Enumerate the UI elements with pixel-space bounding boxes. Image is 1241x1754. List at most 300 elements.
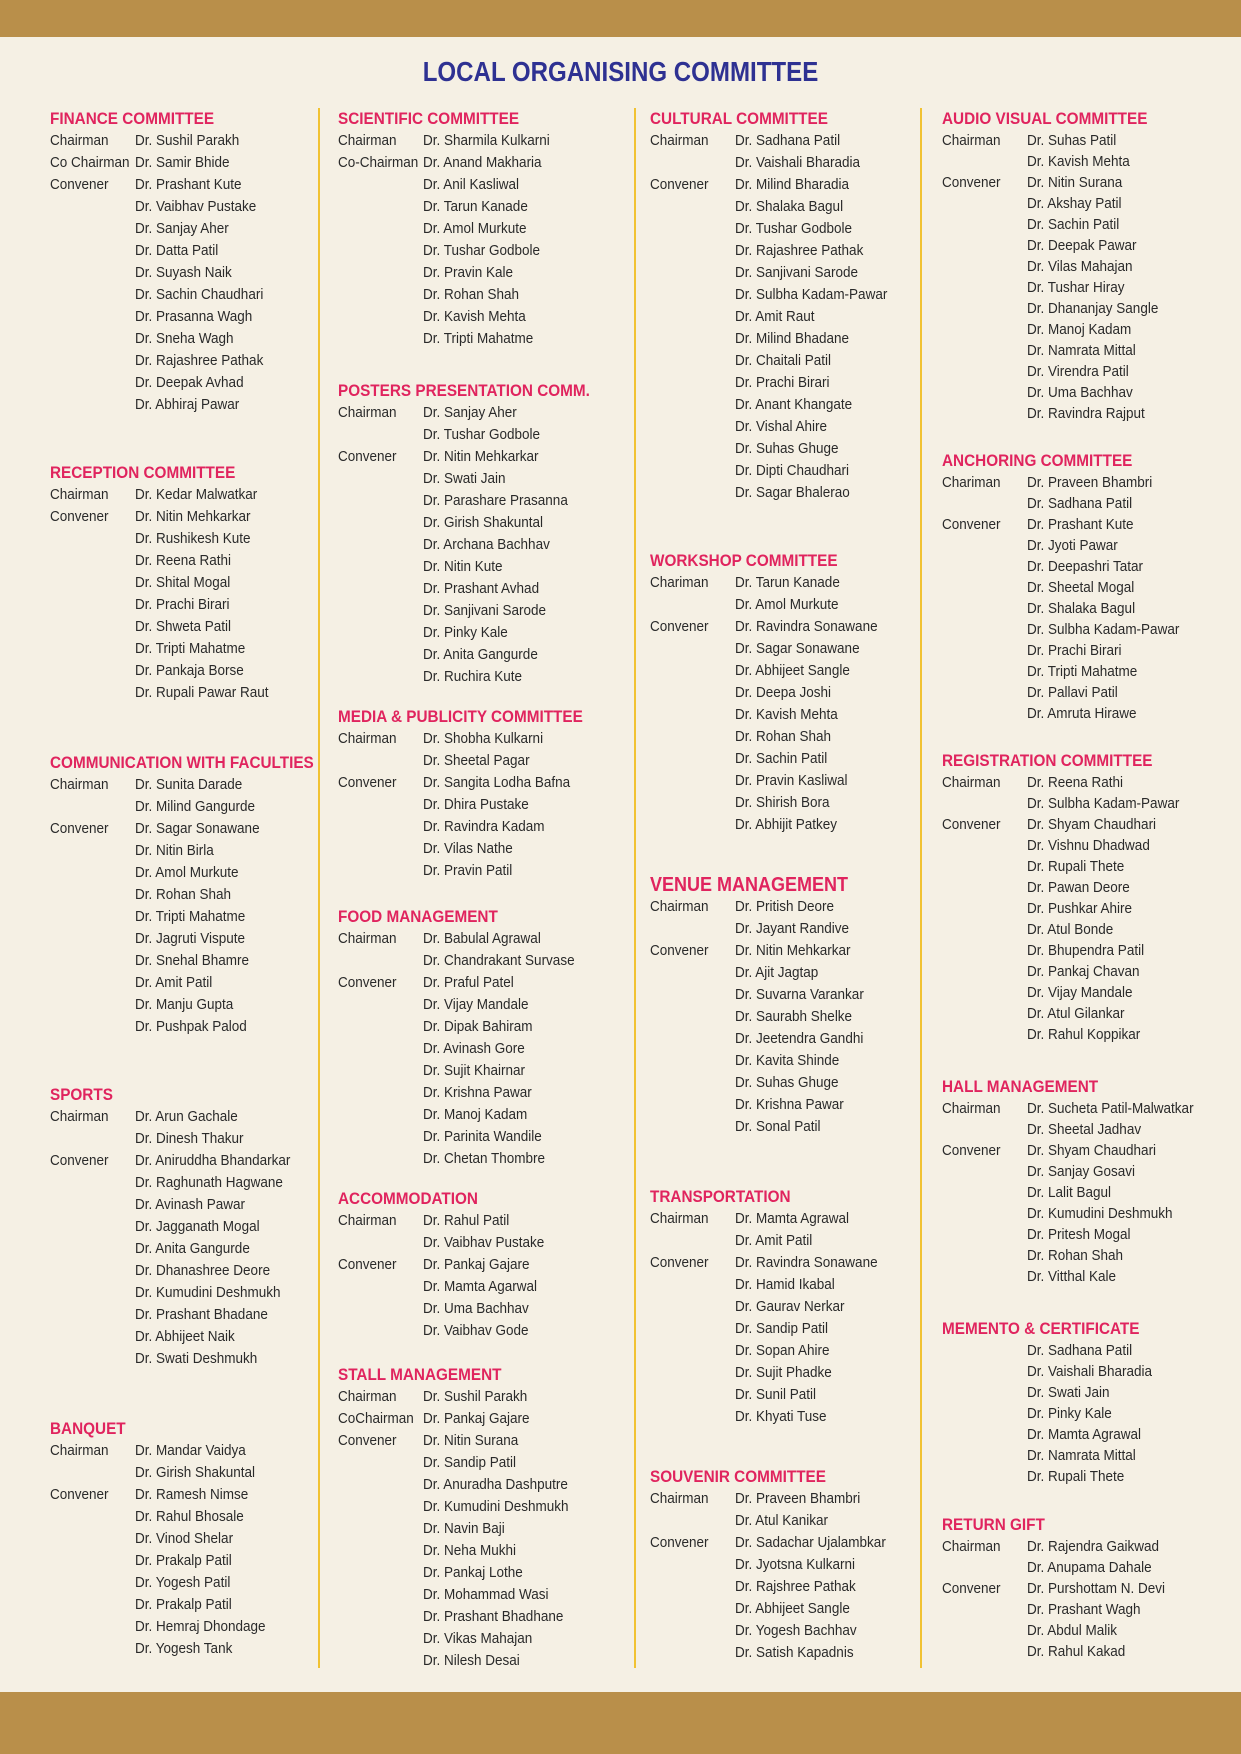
member-name: Dr. Shyam Chaudhari bbox=[1027, 816, 1157, 833]
member-row bbox=[650, 1642, 854, 1664]
member-name: Dr. Tripti Mahatme bbox=[135, 640, 246, 657]
member-name: Dr. Sanjay Aher bbox=[423, 404, 517, 421]
committee-title: VENUE MANAGEMENT bbox=[650, 874, 849, 896]
member-row bbox=[650, 196, 848, 218]
member-name: Dr. Pankaj Gajare bbox=[423, 1410, 530, 1427]
member-row bbox=[50, 774, 343, 796]
member-row bbox=[650, 174, 848, 196]
member-name: Dr. Arun Gachale bbox=[135, 1108, 238, 1125]
member-name: Dr. Vaibhav Pustake bbox=[135, 198, 257, 215]
member-role: Chairman bbox=[338, 730, 397, 747]
member-row bbox=[50, 572, 256, 594]
member-role: Convener bbox=[338, 774, 397, 791]
member-row bbox=[650, 1296, 845, 1318]
member-name: Dr. Sulbha Kadam-Pawar bbox=[1027, 621, 1180, 638]
member-row bbox=[942, 472, 1154, 493]
member-name: Dr. Vaishali Bharadia bbox=[735, 154, 861, 171]
member-row bbox=[338, 402, 618, 424]
member-role: Chairman bbox=[50, 486, 109, 503]
member-row bbox=[338, 1210, 510, 1232]
member-name: Dr. Ravindra Sonawane bbox=[735, 1254, 878, 1271]
member-row bbox=[50, 1150, 291, 1172]
member-role: Chariman bbox=[942, 474, 1001, 491]
member-row bbox=[50, 994, 343, 1016]
member-row bbox=[50, 240, 232, 262]
member-row bbox=[942, 1382, 1161, 1403]
member-row bbox=[50, 1172, 283, 1194]
member-name: Dr. Nitin Surana bbox=[423, 1432, 519, 1449]
member-name: Dr. Kavish Mehta bbox=[423, 308, 526, 325]
member-name: Dr. Dipak Bahiram bbox=[423, 1018, 533, 1035]
member-name: Dr. Prashant Bhadane bbox=[135, 1306, 268, 1323]
member-name: Dr. Atul Gilankar bbox=[1027, 1005, 1125, 1022]
committee-section bbox=[650, 1186, 878, 1428]
member-name: Dr. Prakalp Patil bbox=[135, 1596, 232, 1613]
member-name: Dr. Krishna Pawar bbox=[423, 1084, 532, 1101]
member-row bbox=[650, 660, 858, 682]
member-name: Dr. Amol Murkute bbox=[135, 864, 239, 881]
member-row bbox=[338, 152, 542, 174]
member-row bbox=[338, 196, 539, 218]
member-name: Dr. Ruchira Kute bbox=[423, 668, 523, 685]
member-row bbox=[50, 262, 232, 284]
member-name: Dr. Tushar Hiray bbox=[1027, 279, 1125, 296]
member-row bbox=[942, 1224, 1131, 1245]
member-name: Dr. Rupali Thete bbox=[1027, 858, 1125, 875]
committee-title: SPORTS bbox=[50, 1085, 113, 1104]
member-name: Dr. Rohan Shah bbox=[423, 286, 520, 303]
member-row bbox=[338, 512, 618, 534]
member-row bbox=[50, 130, 240, 152]
committee-section bbox=[942, 1076, 1194, 1287]
member-name: Dr. Vaibhav Pustake bbox=[423, 1234, 545, 1251]
member-name: Dr. Manoj Kadam bbox=[423, 1106, 528, 1123]
member-row bbox=[50, 796, 343, 818]
member-row bbox=[942, 772, 1176, 793]
member-row bbox=[338, 1430, 520, 1452]
member-row bbox=[50, 306, 253, 328]
member-name: Dr. Atul Kanikar bbox=[735, 1512, 829, 1529]
member-row bbox=[942, 1557, 1152, 1578]
member-name: Dr. Sangita Lodha Bafna bbox=[423, 774, 571, 791]
member-role: Convener bbox=[50, 820, 109, 837]
member-row bbox=[942, 403, 1170, 424]
member-row bbox=[942, 877, 1176, 898]
member-row bbox=[942, 577, 1154, 598]
member-name: Dr. Sopan Ahire bbox=[735, 1342, 830, 1359]
member-row bbox=[942, 1161, 1136, 1182]
member-name: Dr. Suvarna Varankar bbox=[735, 986, 864, 1003]
member-name: Dr. Yogesh Patil bbox=[135, 1574, 231, 1591]
member-role: Convener bbox=[338, 448, 397, 465]
member-name: Dr. Kedar Malwatkar bbox=[135, 486, 258, 503]
member-row bbox=[338, 644, 618, 666]
member-row bbox=[942, 193, 1170, 214]
member-row bbox=[50, 1594, 232, 1616]
member-name: Dr. Rajashree Pathak bbox=[735, 242, 864, 259]
committee-title: COMMUNICATION WITH FACULTIES bbox=[50, 753, 314, 772]
member-row bbox=[650, 1072, 870, 1094]
member-row bbox=[942, 298, 1170, 319]
member-role: Chairman bbox=[650, 1210, 709, 1227]
member-name: Dr. Tushar Godbole bbox=[423, 242, 541, 259]
member-name: Dr. Shweta Patil bbox=[135, 618, 232, 635]
member-row bbox=[338, 1126, 542, 1148]
member-row bbox=[338, 1386, 528, 1408]
column-divider bbox=[920, 108, 922, 1668]
member-name: Dr. Ajit Jagtap bbox=[735, 964, 819, 981]
member-role: Chairman bbox=[50, 776, 109, 793]
member-name: Dr. Kumudini Deshmukh bbox=[423, 1498, 569, 1515]
member-row bbox=[942, 535, 1154, 556]
member-name: Dr. Prachi Birari bbox=[135, 596, 230, 613]
member-row bbox=[338, 1016, 533, 1038]
member-name: Dr. Tripti Mahatme bbox=[135, 908, 246, 925]
member-row bbox=[942, 382, 1170, 403]
member-row bbox=[50, 528, 256, 550]
member-name: Dr. Rajshree Pathak bbox=[735, 1578, 856, 1595]
committee-section bbox=[650, 108, 888, 504]
member-name: Dr. Archana Bachhav bbox=[423, 536, 550, 553]
committee-title: POSTERS PRESENTATION COMM. bbox=[338, 381, 590, 400]
member-name: Dr. Sonal Patil bbox=[735, 1118, 821, 1135]
member-name: Dr. Sharmila Kulkarni bbox=[423, 132, 550, 149]
member-role: Chairman bbox=[338, 1388, 397, 1405]
member-name: Dr. Prachi Birari bbox=[735, 374, 830, 391]
member-name: Dr. Chetan Thombre bbox=[423, 1150, 546, 1167]
member-name: Dr. Gaurav Nerkar bbox=[735, 1298, 845, 1315]
member-role: Co-Chairman bbox=[338, 154, 419, 171]
member-role: Convener bbox=[650, 618, 709, 635]
member-name: Dr. Vitthal Kale bbox=[1027, 1268, 1117, 1285]
member-row bbox=[942, 1536, 1160, 1557]
member-name: Dr. Mamta Agrawal bbox=[1027, 1426, 1142, 1443]
member-name: Dr. Sheetal Pagar bbox=[423, 752, 530, 769]
member-row bbox=[338, 750, 610, 772]
member-row bbox=[650, 262, 859, 284]
member-name: Dr. Rahul Koppikar bbox=[1027, 1026, 1141, 1043]
member-row bbox=[338, 284, 539, 306]
member-row bbox=[650, 748, 858, 770]
member-name: Dr. Pankaj Gajare bbox=[423, 1256, 530, 1273]
member-row bbox=[942, 361, 1170, 382]
member-row bbox=[942, 940, 1176, 961]
member-name: Dr. Pritesh Mogal bbox=[1027, 1226, 1131, 1243]
member-row bbox=[338, 1650, 520, 1672]
member-row bbox=[50, 350, 264, 372]
member-role: Convener bbox=[338, 1432, 397, 1449]
member-name: Dr. Manoj Kadam bbox=[1027, 321, 1132, 338]
member-name: Dr. Prashant Wagh bbox=[1027, 1601, 1141, 1618]
member-role: Chairman bbox=[338, 132, 397, 149]
member-row bbox=[942, 661, 1154, 682]
member-role: CoChairman bbox=[338, 1410, 414, 1427]
member-row bbox=[338, 446, 618, 468]
member-name: Dr. Swati Jain bbox=[1027, 1384, 1110, 1401]
member-row bbox=[650, 240, 864, 262]
member-row bbox=[338, 424, 618, 446]
member-row bbox=[942, 1620, 1118, 1641]
member-role: Convener bbox=[338, 974, 397, 991]
member-name: Dr. Jagruti Vispute bbox=[135, 930, 246, 947]
member-role: Convener bbox=[50, 508, 109, 525]
member-name: Dr. Swati Jain bbox=[423, 470, 506, 487]
member-name: Dr. Rahul Kakad bbox=[1027, 1643, 1126, 1660]
member-name: Dr. Raghunath Hagwane bbox=[135, 1174, 283, 1191]
committee-section bbox=[650, 1466, 886, 1664]
member-name: Dr. Sanjivani Sarode bbox=[735, 264, 859, 281]
member-name: Dr. Dhanashree Deore bbox=[135, 1262, 271, 1279]
member-row bbox=[650, 1274, 835, 1296]
member-name: Dr. Prasanna Wagh bbox=[135, 308, 253, 325]
member-row bbox=[942, 1003, 1176, 1024]
member-name: Dr. Nitin Birla bbox=[135, 842, 214, 859]
member-name: Dr. Hemraj Dhondage bbox=[135, 1618, 266, 1635]
member-name: Dr. Sadhana Patil bbox=[1027, 495, 1133, 512]
member-name: Dr. Kumudini Deshmukh bbox=[135, 1284, 281, 1301]
committee-title: RETURN GIFT bbox=[942, 1515, 1045, 1534]
member-row bbox=[338, 556, 618, 578]
member-name: Dr. Rajashree Pathak bbox=[135, 352, 264, 369]
member-row bbox=[338, 1038, 525, 1060]
member-row bbox=[650, 460, 848, 482]
committee-section bbox=[338, 706, 610, 882]
member-name: Dr. Tarun Kanade bbox=[735, 574, 840, 591]
member-row bbox=[338, 838, 610, 860]
member-name: Dr. Sucheta Patil-Malwatkar bbox=[1027, 1100, 1194, 1117]
member-row bbox=[50, 196, 257, 218]
member-row bbox=[650, 1252, 878, 1274]
member-name: Dr. Tripti Mahatme bbox=[423, 330, 534, 347]
member-name: Dr. Prashant Kute bbox=[1027, 516, 1134, 533]
member-row bbox=[50, 1128, 244, 1150]
member-name: Dr. Vaishali Bharadia bbox=[1027, 1363, 1153, 1380]
member-name: Dr. Abhijeet Sangle bbox=[735, 1600, 850, 1617]
member-name: Dr. Anupama Dahale bbox=[1027, 1559, 1152, 1576]
member-name: Dr. Anil Kasliwal bbox=[423, 176, 520, 193]
member-row bbox=[942, 619, 1180, 640]
member-row bbox=[650, 940, 870, 962]
member-name: Dr. Amruta Hirawe bbox=[1027, 705, 1137, 722]
member-role: Convener bbox=[650, 942, 709, 959]
member-role: Chairman bbox=[942, 132, 1001, 149]
member-role: Chairman bbox=[338, 930, 397, 947]
member-name: Dr. Shobha Kulkarni bbox=[423, 730, 544, 747]
member-name: Dr. Nilesh Desai bbox=[423, 1652, 520, 1669]
member-row bbox=[50, 1194, 246, 1216]
member-row bbox=[50, 906, 343, 928]
member-name: Dr. Deepak Avhad bbox=[135, 374, 244, 391]
member-row bbox=[650, 682, 858, 704]
member-name: Dr. Deepak Pawar bbox=[1027, 237, 1137, 254]
member-name: Dr. Pankaj Lothe bbox=[423, 1564, 523, 1581]
member-row bbox=[50, 818, 343, 840]
member-name: Dr. Mohammad Wasi bbox=[423, 1586, 549, 1603]
member-name: Dr. Milind Bhadane bbox=[735, 330, 850, 347]
member-row bbox=[942, 898, 1176, 919]
member-name: Dr. Nitin Mehkarkar bbox=[735, 942, 851, 959]
member-row bbox=[650, 1006, 870, 1028]
member-name: Dr. Vilas Mahajan bbox=[1027, 258, 1133, 275]
member-row bbox=[650, 1230, 813, 1252]
member-row bbox=[338, 1496, 569, 1518]
member-row bbox=[942, 814, 1176, 835]
member-name: Dr. Sagar Sonawane bbox=[735, 640, 860, 657]
member-row bbox=[650, 1598, 850, 1620]
member-row bbox=[50, 1304, 268, 1326]
committee-title: HALL MANAGEMENT bbox=[942, 1077, 1099, 1096]
member-name: Dr. Chaitali Patil bbox=[735, 352, 832, 369]
member-row bbox=[338, 1148, 546, 1170]
member-name: Dr. Nitin Mehkarkar bbox=[423, 448, 539, 465]
committee-title: REGISTRATION COMMITTEE bbox=[942, 751, 1153, 770]
member-row bbox=[338, 1584, 549, 1606]
member-name: Dr. Mamta Agrawal bbox=[735, 1210, 850, 1227]
member-name: Dr. Pravin Patil bbox=[423, 862, 513, 879]
member-name: Dr. Jyotsna Kulkarni bbox=[735, 1556, 856, 1573]
member-row bbox=[650, 350, 848, 372]
member-row bbox=[50, 1572, 231, 1594]
member-name: Dr. Shital Mogal bbox=[135, 574, 231, 591]
member-name: Dr. Sachin Chaudhari bbox=[135, 286, 264, 303]
member-name: Dr. Sandip Patil bbox=[423, 1454, 517, 1471]
member-name: Dr. Nitin Surana bbox=[1027, 174, 1123, 191]
member-row bbox=[942, 856, 1176, 877]
member-row bbox=[650, 438, 848, 460]
member-name: Dr. Pankaja Borse bbox=[135, 662, 244, 679]
member-name: Dr. Aniruddha Bhandarkar bbox=[135, 1152, 291, 1169]
member-role: Chairman bbox=[338, 404, 397, 421]
member-name: Dr. Khyati Tuse bbox=[735, 1408, 827, 1425]
member-row bbox=[942, 1340, 1161, 1361]
member-name: Dr. Ramesh Nimse bbox=[135, 1486, 249, 1503]
member-row bbox=[50, 594, 256, 616]
member-row bbox=[338, 534, 618, 556]
member-row bbox=[50, 1238, 250, 1260]
member-row bbox=[942, 1182, 1115, 1203]
committee-section bbox=[338, 1364, 569, 1672]
member-row bbox=[650, 1576, 856, 1598]
member-row bbox=[650, 152, 861, 174]
member-name: Dr. Suhas Ghuge bbox=[735, 1074, 839, 1091]
member-row bbox=[338, 728, 610, 750]
member-row bbox=[650, 792, 858, 814]
member-row bbox=[650, 726, 858, 748]
member-name: Dr. Ravindra Kadam bbox=[423, 818, 545, 835]
member-name: Dr. Amit Raut bbox=[735, 308, 815, 325]
member-role: Chairman bbox=[650, 898, 709, 915]
member-row bbox=[50, 1326, 235, 1348]
member-name: Dr. Namrata Mittal bbox=[1027, 342, 1136, 359]
member-row bbox=[50, 152, 232, 174]
member-row bbox=[650, 1208, 850, 1230]
member-row bbox=[942, 961, 1176, 982]
member-name: Dr. Hamid Ikabal bbox=[735, 1276, 835, 1293]
member-name: Dr. Prashant Kute bbox=[135, 176, 242, 193]
member-name: Dr. Reena Rathi bbox=[1027, 774, 1124, 791]
member-row bbox=[338, 972, 516, 994]
member-name: Dr. Milind Gangurde bbox=[135, 798, 256, 815]
member-row bbox=[338, 1518, 520, 1540]
member-row bbox=[650, 372, 848, 394]
member-row bbox=[650, 416, 848, 438]
member-name: Dr. Bhupendra Patil bbox=[1027, 942, 1145, 959]
member-row bbox=[50, 1616, 266, 1638]
member-row bbox=[338, 1298, 529, 1320]
member-role: Convener bbox=[50, 1486, 109, 1503]
member-name: Dr. Sulbha Kadam-Pawar bbox=[735, 286, 888, 303]
member-name: Dr. Amit Patil bbox=[735, 1232, 813, 1249]
member-name: Dr. Dipti Chaudhari bbox=[735, 462, 850, 479]
member-row bbox=[942, 514, 1154, 535]
member-row bbox=[650, 1094, 870, 1116]
member-name: Dr. Parinita Wandile bbox=[423, 1128, 542, 1145]
member-name: Dr. Sachin Patil bbox=[1027, 216, 1120, 233]
member-name: Dr. Jeetendra Gandhi bbox=[735, 1030, 864, 1047]
member-name: Dr. Pushpak Palod bbox=[135, 1018, 247, 1035]
member-row bbox=[650, 306, 848, 328]
member-row bbox=[942, 1361, 1161, 1382]
committee-title: ACCOMMODATION bbox=[338, 1189, 478, 1208]
member-name: Dr. Vikas Mahajan bbox=[423, 1630, 533, 1647]
member-role: Convener bbox=[942, 1142, 1001, 1159]
member-row bbox=[50, 218, 232, 240]
committee-title: MEDIA & PUBLICITY COMMITTEE bbox=[338, 707, 583, 726]
member-row bbox=[942, 919, 1176, 940]
member-role: Chariman bbox=[650, 574, 709, 591]
committee-title: SOUVENIR COMMITTEE bbox=[650, 1467, 826, 1486]
member-role: Convener bbox=[942, 816, 1001, 833]
member-name: Dr. Deepashri Tatar bbox=[1027, 558, 1144, 575]
member-role: Convener bbox=[650, 1534, 709, 1551]
member-name: Dr. Milind Bharadia bbox=[735, 176, 850, 193]
member-row bbox=[650, 1406, 827, 1428]
member-name: Dr. Pushkar Ahire bbox=[1027, 900, 1133, 917]
member-row bbox=[650, 1384, 817, 1406]
member-name: Dr. Nitin Kute bbox=[423, 558, 503, 575]
member-name: Dr. Virendra Patil bbox=[1027, 363, 1129, 380]
member-row bbox=[650, 284, 888, 306]
committee-title: CULTURAL COMMITTEE bbox=[650, 109, 828, 128]
member-row bbox=[338, 622, 618, 644]
member-name: Dr. Sanjay Aher bbox=[135, 220, 229, 237]
member-name: Dr. Pinky Kale bbox=[423, 624, 508, 641]
member-name: Dr. Vilas Nathe bbox=[423, 840, 513, 857]
committee-section bbox=[942, 1318, 1161, 1487]
member-role: Convener bbox=[650, 1254, 709, 1271]
member-name: Dr. Satish Kapadnis bbox=[735, 1644, 854, 1661]
member-row bbox=[338, 306, 539, 328]
member-row bbox=[338, 994, 529, 1016]
member-name: Dr. Shyam Chaudhari bbox=[1027, 1142, 1157, 1159]
member-name: Dr. Jayant Randive bbox=[735, 920, 850, 937]
member-name: Dr. Rahul Patil bbox=[423, 1212, 510, 1229]
committee-section bbox=[942, 750, 1180, 1045]
member-name: Dr. Praful Patel bbox=[423, 974, 514, 991]
member-name: Dr. Abhijeet Naik bbox=[135, 1328, 235, 1345]
member-name: Dr. Vinod Shelar bbox=[135, 1530, 234, 1547]
member-name: Dr. Sneha Wagh bbox=[135, 330, 234, 347]
member-row bbox=[338, 666, 618, 688]
member-row bbox=[942, 1245, 1124, 1266]
committee-section bbox=[942, 1514, 1166, 1662]
member-row bbox=[338, 240, 539, 262]
member-row bbox=[50, 638, 256, 660]
member-name: Dr. Snehal Bhamre bbox=[135, 952, 250, 969]
member-row bbox=[942, 235, 1170, 256]
member-role: Convener bbox=[50, 176, 109, 193]
member-name: Dr. Sunil Patil bbox=[735, 1386, 817, 1403]
